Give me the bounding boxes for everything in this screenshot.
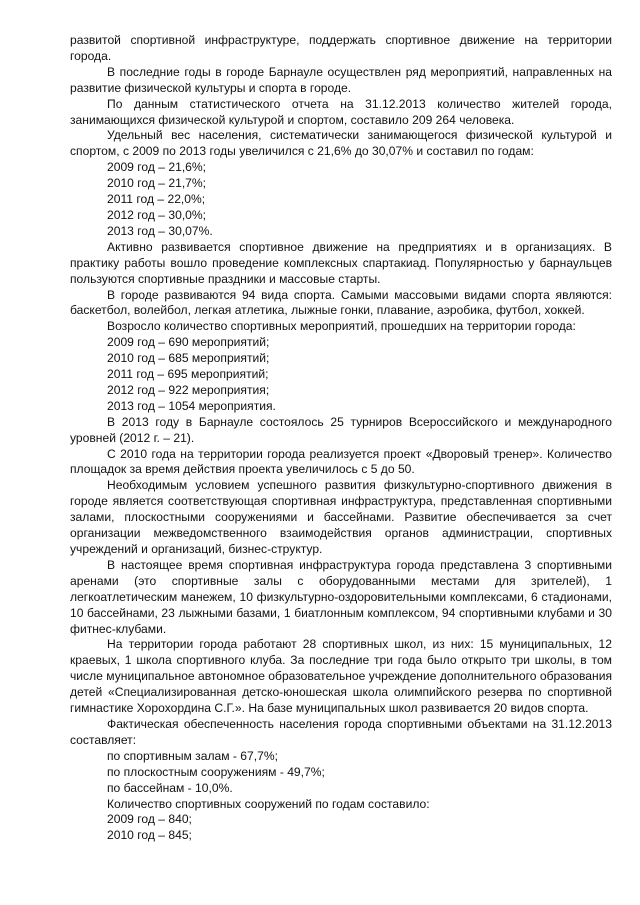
- paragraph: Необходимым условием успешного развития физкультурно-спортивного движения в городе является соответствующая спортивная инфраструктура, представленная спортивными залами, плоскостными сооружениями и бассейнами. Развитие обеспечивается за счет организации межведомственного взаимодействия органов администрации, спортивных учреждений и организаций, бизнес-структур.: [70, 478, 612, 556]
- list-item: 2011 год – 695 мероприятий;: [107, 367, 269, 382]
- list-item: 2013 год – 1054 мероприятия.: [107, 398, 276, 413]
- list-item: 2011 год – 22,0%;: [107, 192, 206, 207]
- list-item: 2010 год – 845;: [107, 828, 192, 843]
- document-page: [70, 33, 612, 844]
- list-item: 2009 год – 840;: [107, 812, 192, 827]
- paragraph: По данным статистического отчета на 31.12.2013 количество жителей города, занимающихся физической культурой и спортом, составило 209 264 человека.: [70, 96, 612, 127]
- list-item: Количество спортивных сооружений по годам составило:: [107, 796, 430, 811]
- paragraph: В городе развиваются 94 вида спорта. Самыми массовыми видами спорта являются: баскетбол, волейбол, легкая атлетика, лыжные гонки, плавание, аэробика, футбол, хоккей.: [70, 287, 612, 318]
- paragraph: На территории города работают 28 спортивных школ, из них: 15 муниципальных, 12 краевых, 1 школа спортивного клуба. За последние три года было открыто три школы, в том числе муниципальное автономное образовательное учреждение дополнительного образования детей «Специализированная детско-юношеская школа олимпийского резерва по спортивной гимнастике Хорохордина С.Г.». На базе муниципальных школ развивается 20 видов спорта.: [70, 637, 612, 716]
- paragraph: В 2013 году в Барнауле состоялось 25 турниров Всероссийского и международного уровней (2012 г. – 21).: [70, 414, 612, 445]
- list-item: по плоскостным сооружениям - 49,7%;: [107, 764, 325, 779]
- list-item: 2012 год – 30,0%;: [107, 207, 207, 222]
- list-item: 2010 год – 21,7%;: [107, 176, 207, 191]
- paragraph: Фактическая обеспеченность населения города спортивными объектами на 31.12.2013 составляет:: [70, 716, 612, 747]
- list-item: 2010 год – 685 мероприятий;: [107, 351, 270, 366]
- list-item: 2009 год – 690 мероприятий;: [107, 335, 270, 350]
- paragraph: С 2010 года на территории города реализуется проект «Дворовый тренер». Количество площадок за время действия проекта увеличилось с 5 до 50.: [70, 446, 612, 477]
- paragraph: В настоящее время спортивная инфраструктура города представлена 3 спортивными аренами (это спортивные залы с оборудованными местами для зрителей), 1 легкоатлетическим манежем, 10 физкультурно-оздоровительными комплексами, 6 стадионами, 10 бассейнами, 23 лыжными базами, 1 биатлонным комплексом, 94 спортивными клубами и 30 фитнес-клубами.: [70, 557, 612, 636]
- paragraph: В последние годы в городе Барнауле осуществлен ряд мероприятий, направленных на развитие физической культуры и спорта в городе.: [70, 64, 612, 95]
- list-item: 2012 год – 922 мероприятия;: [107, 382, 270, 397]
- paragraph: Активно развивается спортивное движение на предприятиях и в организациях. В практику работы вошло проведение комплексных спартакиад. Популярностью у барнаульцев пользуются спортивные праздники и массовые старты.: [70, 239, 612, 286]
- list-item: 2009 год – 21,6%;: [107, 160, 207, 175]
- paragraph: развитой спортивной инфраструктуре, поддержать спортивное движение на территории города.: [70, 33, 612, 63]
- list-item: 2013 год – 30,07%.: [107, 223, 213, 238]
- list-item: по бассейнам - 10,0%.: [107, 780, 233, 795]
- paragraph: Возросло количество спортивных мероприятий, прошедших на территории города:: [107, 319, 576, 334]
- paragraph: Удельный вес населения, систематически занимающегося физической культурой и спортом, с 2009 по 2013 годы увеличился с 21,6% до 30,07% и составил по годам:: [70, 128, 612, 159]
- list-item: по спортивным залам - 67,7%;: [107, 748, 278, 763]
